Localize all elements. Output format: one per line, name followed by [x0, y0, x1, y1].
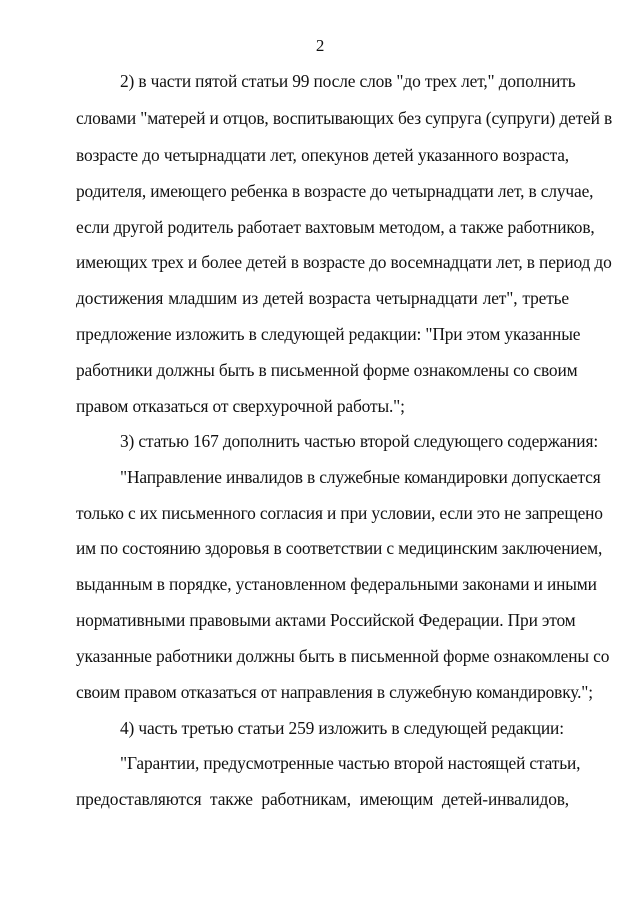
paragraph-2-line-8: предложение изложить в следующей редакции: "При этом указанные: [76, 324, 581, 344]
quote-259-line-2: предоставляются также работникам, имеющим детей-инвалидов,: [76, 789, 569, 809]
paragraph-2-line-6: имеющих трех и более детей в возрасте до восемнадцати лет, в период до: [76, 252, 612, 272]
quote-167-line-6: указанные работники должны быть в письменной форме ознакомлены со: [76, 646, 610, 666]
paragraph-2-line-4: родителя, имеющего ребенка в возрасте до четырнадцати лет, в случае,: [76, 181, 594, 201]
paragraph-3-line-1: 3) статью 167 дополнить частью второй следующего содержания:: [120, 431, 598, 451]
quote-167-line-5: нормативными правовыми актами Российской Федерации. При этом: [76, 610, 576, 630]
quote-167-line-4: выданным в порядке, установленном федеральными законами и иными: [76, 574, 597, 594]
paragraph-2-line-5: если другой родитель работает вахтовым методом, а также работников,: [76, 217, 595, 237]
paragraph-4-line-1: 4) часть третью статьи 259 изложить в следующей редакции:: [120, 718, 564, 738]
quote-167-line-7: своим правом отказаться от направления в служебную командировку.";: [76, 682, 593, 702]
paragraph-2-line-10: правом отказаться от сверхурочной работы.";: [76, 396, 405, 416]
paragraph-2-line-9: работники должны быть в письменной форме ознакомлены со своим: [76, 360, 578, 380]
paragraph-2-line-2: словами "матерей и отцов, воспитывающих без супруга (супруги) детей в: [76, 108, 613, 128]
quote-259-line-1: "Гарантии, предусмотренные частью второй настоящей статьи,: [120, 753, 581, 773]
quote-167-line-2: только с их письменного согласия и при условии, если это не запрещено: [76, 503, 603, 523]
quote-167-line-3: им по состоянию здоровья в соответствии с медицинским заключением,: [76, 538, 603, 558]
page-number: 2: [315, 36, 325, 55]
paragraph-2-line-3: возрасте до четырнадцати лет, опекунов детей указанного возраста,: [76, 145, 569, 165]
paragraph-2-line-7: достижения младшим из детей возраста четырнадцати лет", третье: [76, 288, 569, 308]
quote-167-line-1: "Направление инвалидов в служебные командировки допускается: [120, 467, 601, 487]
paragraph-2-line-1: 2) в части пятой статьи 99 после слов "до трех лет," дополнить: [120, 71, 576, 91]
